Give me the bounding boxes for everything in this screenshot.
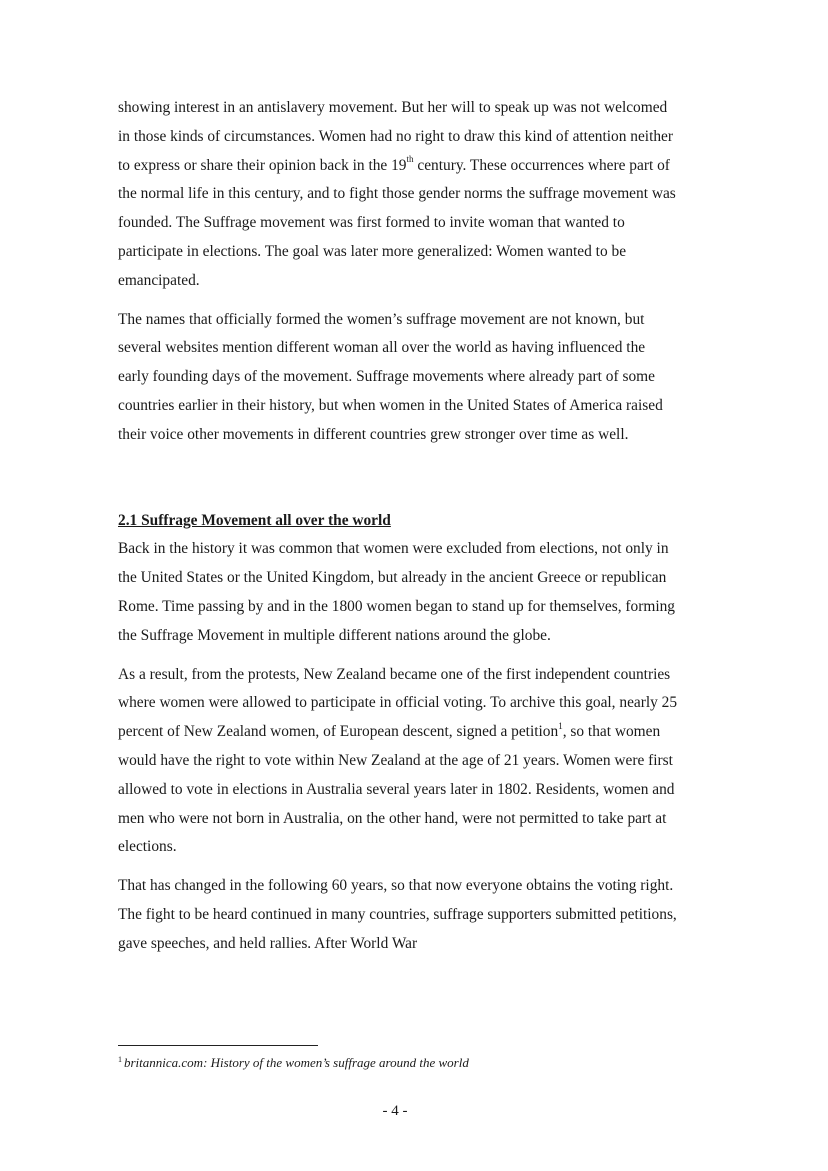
paragraph-suffrage-founding — [118, 94, 678, 296]
paragraph-new-zealand — [118, 661, 678, 863]
paragraph-text: century. These occurrences where part of the normal life in this century, and to fight those gender norms the suffrage movement was founded. The Suffrage movement was first formed to invite woman that wanted to participate in elections. The goal was later more generalized: Women wanted to be emancipated. — [118, 156, 676, 289]
paragraph-movement-origins: The names that officially formed the women’s suffrage movement are not known, but several websites mention different woman all over the world as having influenced the early founding days of the movement. Suffrage movements where already part of some countries earlier in their history, but when women in the United States of America raised their voice other movements in different countries grew stronger over time as well. — [118, 310, 663, 443]
footnote — [118, 1054, 469, 1074]
paragraph-voting-right: That has changed in the following 60 years, so that now everyone obtains the voting right. The fight to be heard continued in many countries, suffrage supporters submitted petitions, gave speeches, and held rallies. After World War — [118, 877, 677, 952]
page-number: - 4 - — [382, 1103, 408, 1119]
footnote-divider — [118, 1045, 318, 1046]
paragraph-text: showing interest in an antislavery movement. But her will to speak up was not welcomed in those kinds of circumstances. Women had no right to draw this kind of attention neither to express or share their opinion back in the 19 — [118, 99, 673, 174]
paragraph-text: , so that women would have the right to vote within New Zealand at the age of 21 years. Women were first allowed to vote in elections in Australia several years later in 1802. Residents, women and men who were not born in Australia, on the other hand, were not permitted to take part at elections. — [118, 723, 675, 856]
footnote-number: 1 — [118, 1055, 122, 1064]
section-heading: 2.1 Suffrage Movement all over the world — [118, 511, 391, 529]
footnote-reference[interactable]: 1 — [558, 721, 563, 732]
document-page-body — [118, 94, 678, 959]
footnote-text: britannica.com: History of the women’s suffrage around the world — [124, 1055, 469, 1070]
paragraph-text: As a result, from the protests, New Zealand became one of the first independent countries where women were allowed to participate in official voting. To archive this goal, nearly 25 percent of New Zealand women, of European descent, signed a petition — [118, 665, 678, 741]
paragraph-history-exclusion: Back in the history it was common that women were excluded from elections, not only in the United States or the United Kingdom, but already in the ancient Greece or republican Rome. Time passing by and in the 1800 women began to stand up for themselves, forming the Suffrage Movement in multiple different nations around the globe. — [118, 540, 675, 644]
ordinal-superscript: th — [406, 154, 414, 165]
